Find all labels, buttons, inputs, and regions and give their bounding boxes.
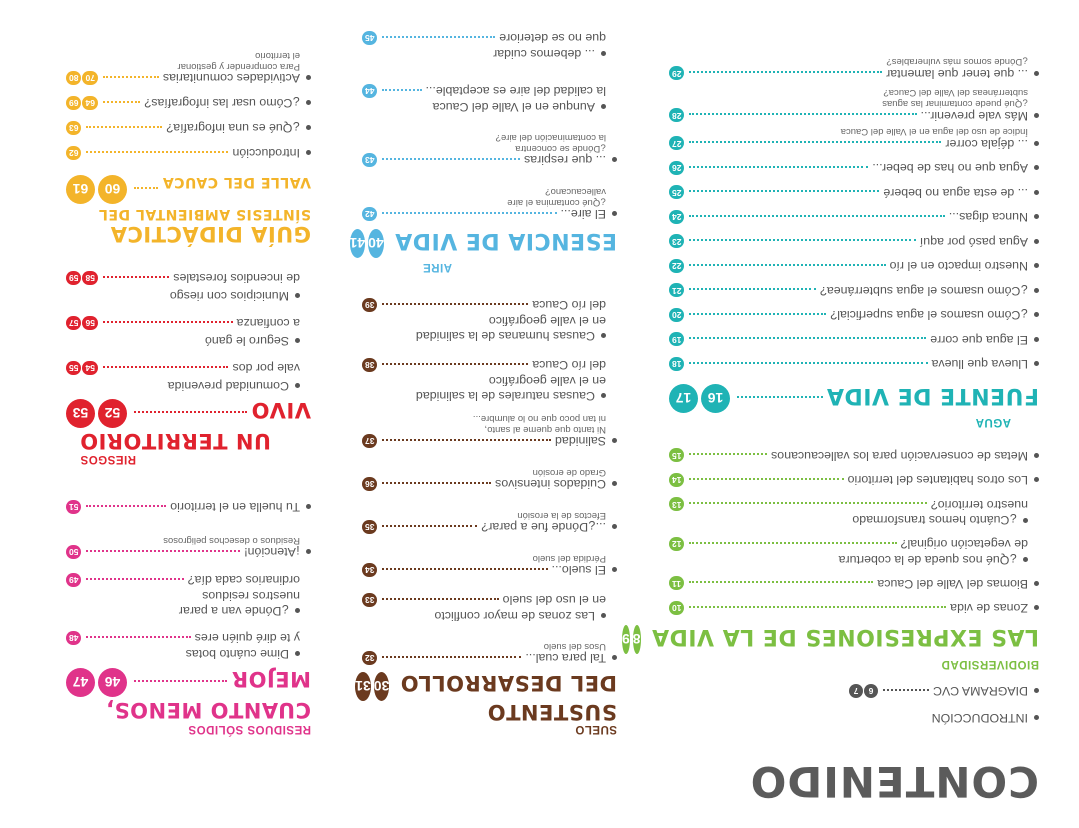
section-heading-label: GUÍA DIDÁCTICA <box>110 222 311 246</box>
page-number-badge[interactable]: 36 <box>362 477 377 491</box>
toc-entry-label: la calidad del aire es aceptable... <box>425 84 606 99</box>
toc-entry[interactable] <box>362 207 617 221</box>
toc-entry-label: El agua que corre <box>930 332 1028 347</box>
toc-entry-note: ¿Qué contamina el aire <box>507 197 606 208</box>
toc-entry-label: Más vale prevenir... <box>920 108 1028 123</box>
toc-entry[interactable] <box>362 31 617 45</box>
toc-entry-label: ... que tener que lamentar <box>886 66 1028 81</box>
bullet-icon <box>1023 557 1028 562</box>
page-number-badge[interactable]: 32 <box>362 651 377 665</box>
toc-entry-continuation: Las zonas de mayor conflicto <box>435 610 606 622</box>
dotted-leader <box>689 606 946 608</box>
toc-entry-label: El aire... <box>560 207 606 222</box>
bullet-icon <box>1034 689 1039 694</box>
dotted-leader <box>737 397 823 399</box>
bullet-icon <box>601 393 606 398</box>
dotted-leader <box>86 550 240 552</box>
toc-entry[interactable] <box>362 520 617 534</box>
toc-entry-label: ¡Atención! <box>244 545 300 560</box>
dotted-leader <box>382 158 520 160</box>
bullet-icon <box>295 651 300 656</box>
page-number-badge[interactable]: 29 <box>669 67 684 81</box>
toc-entry[interactable] <box>669 137 1039 151</box>
section-heading[interactable] <box>66 399 311 428</box>
page-number-badge[interactable]: 38 <box>362 358 377 372</box>
toc-entry-continuation: Comunidad prevenida <box>168 380 300 392</box>
toc-entry[interactable] <box>66 573 311 587</box>
section-heading-label: FUENTE DE VIDA <box>826 382 1039 408</box>
section-heading-label: CUANTO MENOS, <box>105 698 311 722</box>
toc-entry-label: ... que respiras <box>524 153 606 168</box>
page-number-badge[interactable]: 59 <box>66 271 81 285</box>
toc-entry-note: ni tan poco que no lo alumbre... <box>472 413 606 424</box>
toc-entry-label: del río Cauca <box>532 298 606 313</box>
section-heading[interactable] <box>66 668 311 697</box>
bullet-icon <box>1034 581 1039 586</box>
section-heading-label: MEJOR <box>231 666 311 691</box>
toc-entry-label: Nuestro impacto en el río <box>889 259 1028 274</box>
section-heading[interactable] <box>66 175 311 204</box>
section-heading-label: UN TERRITORIO <box>79 429 271 453</box>
bullet-icon <box>1034 606 1039 611</box>
dotted-leader <box>134 681 227 683</box>
toc-entry-continuation: en el valle geográfico <box>488 314 606 328</box>
section-heading-label: SÍNTESIS AMBIENTAL DEL <box>98 206 311 222</box>
toc-entry-label: Zonas de vida <box>950 601 1028 616</box>
page-number-circle[interactable]: 17 <box>669 384 698 413</box>
toc-entry[interactable] <box>669 109 1039 123</box>
dotted-leader <box>103 366 229 368</box>
toc-entry[interactable] <box>362 593 617 607</box>
toc-entry[interactable] <box>362 563 617 577</box>
toc-entry[interactable] <box>362 434 617 448</box>
toc-entry[interactable] <box>669 161 1039 175</box>
toc-entry-label: y te diré quién eres <box>194 631 300 646</box>
page-number-badge[interactable]: 14 <box>669 473 684 487</box>
toc-entry[interactable] <box>362 84 617 98</box>
toc-entry[interactable] <box>669 186 1039 200</box>
toc-entry-label: nuestro territorio? <box>930 497 1028 512</box>
toc-entry[interactable] <box>849 684 1039 698</box>
bullet-icon <box>306 126 311 131</box>
dotted-leader <box>103 101 140 103</box>
bullet-icon <box>1034 715 1039 720</box>
page-number-badge[interactable]: 50 <box>66 545 81 559</box>
toc-entry-label: en el uso del suelo <box>502 593 606 608</box>
toc-entry[interactable] <box>66 96 311 110</box>
dotted-leader <box>689 582 873 584</box>
page-number-badge[interactable]: 19 <box>669 333 684 347</box>
page-number-badge[interactable]: 15 <box>669 449 684 463</box>
dotted-leader <box>689 264 885 266</box>
page-number-badge[interactable]: 11 <box>669 577 684 591</box>
toc-entry-note: Ni tanto que queme al santo, <box>484 424 606 435</box>
dotted-leader <box>689 166 868 168</box>
toc-entry[interactable] <box>66 500 311 514</box>
dotted-leader <box>689 338 926 340</box>
page-number-badge[interactable]: 23 <box>669 235 684 249</box>
bullet-icon <box>1034 215 1039 220</box>
toc-entry-continuation: nuestros residuos <box>202 589 300 603</box>
page-number-circle[interactable]: 16 <box>701 384 730 413</box>
toc-entry-note: Índice de uso del agua en el Valle del Cauca <box>840 126 1028 138</box>
toc-entry-label: Los otros habitantes del territorio <box>847 473 1028 488</box>
page-number-badge[interactable]: 22 <box>669 259 684 273</box>
toc-entry[interactable] <box>66 271 311 285</box>
page-number-circle[interactable]: 41 <box>350 229 366 258</box>
section-category: RIESGOS <box>80 453 136 465</box>
dotted-leader <box>86 505 166 507</box>
toc-entry-label: ... de esta agua no beberé <box>883 185 1028 200</box>
toc-entry-note: Grado de erosión <box>532 467 606 478</box>
dotted-leader <box>382 36 495 38</box>
bullet-icon <box>1034 190 1039 195</box>
toc-entry[interactable] <box>669 449 1039 463</box>
toc-entry-note: Efectos de la erosión <box>517 510 606 521</box>
toc-entry-label: ¿Cuánto hemos transformado <box>852 514 1028 526</box>
dotted-leader <box>689 478 843 480</box>
toc-entry-label: Llueva que llueva <box>931 357 1028 372</box>
toc-entry: INTRODUCCIÓN <box>932 712 1039 724</box>
toc-entry-continuation: ¿Dónde van a parar <box>179 605 300 617</box>
toc-entry-label: que no se deteriore <box>499 31 606 46</box>
dotted-leader <box>103 321 233 323</box>
toc-entry[interactable] <box>362 651 617 665</box>
dotted-leader <box>134 188 158 190</box>
page-number-badge[interactable]: 20 <box>669 308 684 322</box>
dotted-leader <box>382 656 521 658</box>
toc-entry-label: a confianza <box>236 316 300 331</box>
page-number-badge[interactable]: 18 <box>669 357 684 371</box>
toc-entry-continuation: Seguro le ganó <box>205 335 300 347</box>
toc-entry-label: vale por dos <box>232 361 300 376</box>
bullet-icon <box>612 656 617 661</box>
toc-entry[interactable] <box>669 601 1039 615</box>
page-number-badge[interactable]: 44 <box>362 84 377 98</box>
dotted-leader <box>382 525 477 527</box>
toc-entry[interactable] <box>66 71 311 85</box>
section-category: AGUA <box>975 416 1011 428</box>
toc-entry-label: Metas de conservación para los vallecaucanos <box>771 448 1028 463</box>
dotted-leader <box>382 363 528 365</box>
toc-entry-label: Biomas del Valle del Cauca <box>877 576 1028 591</box>
toc-entry-label: ¿Cómo usamos el agua superficial? <box>830 308 1028 323</box>
page-number-badge[interactable]: 51 <box>66 500 81 514</box>
page-number-badge[interactable]: 28 <box>669 109 684 123</box>
page-number-circle[interactable]: 47 <box>66 668 95 697</box>
toc-entry-label: Tu huella en el territorio <box>170 500 300 515</box>
bullet-icon <box>1034 264 1039 269</box>
toc-entry-continuation: Dime cuánto botas <box>186 648 300 660</box>
page-number-badge[interactable]: 56 <box>82 316 97 330</box>
dotted-leader <box>689 454 767 456</box>
dotted-leader <box>382 89 421 91</box>
page-number-badge[interactable]: 70 <box>82 71 97 85</box>
page-number-badge[interactable]: 35 <box>362 520 377 534</box>
page-number-circle[interactable]: 46 <box>98 668 127 697</box>
dotted-leader <box>382 212 556 214</box>
toc-entry-label: Tal para cual... <box>525 651 606 666</box>
page-number-badge[interactable]: 55 <box>66 361 81 375</box>
toc-entry[interactable] <box>66 121 311 135</box>
toc-entry[interactable] <box>66 631 311 645</box>
page-number-badge[interactable]: 6 <box>864 684 878 698</box>
toc-entry[interactable] <box>669 210 1039 224</box>
toc-entry-continuation: Municipios con riesgo <box>170 290 300 302</box>
toc-entry-continuation: en el valle geográfico <box>488 374 606 388</box>
toc-entry[interactable] <box>66 316 311 330</box>
toc-entry-label: de incendios forestales <box>173 271 300 286</box>
dotted-leader <box>689 191 879 193</box>
dotted-leader <box>689 362 927 364</box>
section-heading-label: SUSTENTO <box>487 700 617 724</box>
section-category: RESIDUOS SÓLIDOS <box>187 723 311 735</box>
dotted-leader <box>86 578 183 580</box>
page-number-badge[interactable]: 10 <box>669 601 684 615</box>
page-number-circle[interactable]: 31 <box>355 672 371 701</box>
toc-entry-note: la contaminación del aire? <box>495 132 606 143</box>
toc-entry[interactable] <box>66 146 311 160</box>
section-heading[interactable] <box>621 623 1039 654</box>
section-category: AIRE <box>422 261 452 273</box>
toc-entry[interactable] <box>362 298 617 312</box>
toc-entry-label: Actividades comunitarias <box>162 71 300 86</box>
toc-entry-label: Introducción <box>232 146 300 161</box>
section-category: BIODIVERSIDAD <box>941 658 1039 670</box>
toc-entry-label: del río Cauca <box>532 358 606 373</box>
bullet-icon <box>1034 362 1039 367</box>
toc-entry[interactable] <box>669 357 1039 371</box>
page-number-badge[interactable]: 43 <box>362 153 377 167</box>
toc-entry-note: ¿Qué puede contaminar las aguas <box>882 98 1028 110</box>
dotted-leader <box>689 215 944 217</box>
bullet-icon <box>306 76 311 81</box>
section-heading-label: ESENCIA DE VIDA <box>394 227 617 253</box>
bullet-icon <box>601 333 606 338</box>
toc-entry-continuation: ... debemos cuidar <box>493 48 606 60</box>
bullet-icon <box>295 293 300 298</box>
bullet-icon <box>306 151 311 156</box>
bullet-icon <box>306 505 311 510</box>
toc-entry-label: ¿Qué nos queda de la cobertura <box>839 554 1028 566</box>
section-heading[interactable] <box>669 384 1039 413</box>
bullet-icon <box>295 338 300 343</box>
bullet-icon <box>612 212 617 217</box>
toc-entry-label: Nunca digas... <box>948 210 1028 225</box>
toc-entry-note: ¿Dónde se concentra <box>515 143 606 154</box>
toc-entry-continuation: Causas naturales de la salinidad <box>416 390 606 402</box>
dotted-leader <box>86 636 190 638</box>
dotted-leader <box>382 303 528 305</box>
bullet-icon <box>612 568 617 573</box>
page-number-circle[interactable]: 53 <box>66 399 95 428</box>
bullet-icon <box>612 158 617 163</box>
page-number-badge[interactable]: 69 <box>66 96 81 110</box>
page-number-badge[interactable]: 26 <box>669 161 684 175</box>
page-number-badge[interactable]: 64 <box>82 96 97 110</box>
toc-entry-label: Agua que no has de beber... <box>872 161 1028 176</box>
toc-entry[interactable] <box>669 308 1039 322</box>
page-number-badge[interactable]: 57 <box>66 316 81 330</box>
toc-entry[interactable] <box>669 284 1039 298</box>
toc-entry-label: ¿Cómo usar las infografías? <box>144 96 300 111</box>
bullet-icon <box>612 525 617 530</box>
toc-entry-label: Cuidados intensivos <box>495 477 606 492</box>
bullet-icon <box>295 383 300 388</box>
bullet-icon <box>612 482 617 487</box>
toc-entry[interactable] <box>669 67 1039 81</box>
bullet-icon <box>1023 518 1028 523</box>
dotted-leader <box>689 240 915 242</box>
page-number-circle[interactable]: 30 <box>374 672 390 701</box>
toc-entry[interactable] <box>362 358 617 372</box>
dotted-leader <box>689 72 882 74</box>
page-number-badge[interactable]: 39 <box>362 298 377 312</box>
page-number-badge[interactable]: 48 <box>66 631 81 645</box>
bullet-icon <box>601 613 606 618</box>
toc-entry[interactable] <box>669 577 1039 591</box>
bullet-icon <box>1034 337 1039 342</box>
page-number-circle[interactable]: 61 <box>66 175 95 204</box>
page-number-circle[interactable]: 60 <box>98 175 127 204</box>
toc-entry[interactable] <box>669 473 1039 487</box>
page-number-badge[interactable]: 12 <box>669 537 684 551</box>
toc-entry-note: ¿Dónde somos más vulnerables? <box>886 56 1028 68</box>
section-heading-label: VIVO <box>251 397 311 422</box>
page-number-badge[interactable]: 33 <box>362 593 377 607</box>
toc-entry-continuation: Causas humanas de la salinidad <box>416 330 606 342</box>
toc-entry-note: el territorio <box>255 50 300 61</box>
dotted-leader <box>86 126 162 128</box>
dotted-leader <box>382 439 551 441</box>
bullet-icon <box>1034 453 1039 458</box>
toc-entry-label: ¿Qué es una infografía? <box>166 121 300 136</box>
toc-entry-label: ordinarios cada día? <box>187 573 300 588</box>
toc-entry-label: Agua pasó por aquí <box>919 234 1028 249</box>
toc-entry-label: ... déjala correr <box>945 136 1028 151</box>
bullet-icon <box>295 608 300 613</box>
toc-entry[interactable] <box>362 153 617 167</box>
bullet-icon <box>1034 166 1039 171</box>
bullet-icon <box>1034 478 1039 483</box>
page-number-badge[interactable]: 45 <box>362 31 377 45</box>
toc-entry-note: Pérdida del suelo <box>532 553 606 564</box>
toc-entry-note: vallecaucano? <box>545 186 606 197</box>
page-number-badge[interactable]: 54 <box>82 361 97 375</box>
toc-entry-note: subterráneas del Valle del Cauca? <box>883 87 1028 99</box>
page-number-circle[interactable]: 9 <box>622 625 630 654</box>
section-heading[interactable] <box>349 227 617 258</box>
page-number-badge[interactable]: 42 <box>362 207 377 221</box>
toc-entry[interactable] <box>66 361 311 375</box>
dotted-leader <box>382 482 491 484</box>
toc-entry-note: Para comprender y gestionar <box>177 61 300 72</box>
page-number-badge[interactable]: 25 <box>669 186 684 200</box>
dotted-leader <box>103 276 169 278</box>
dotted-leader <box>689 142 941 144</box>
toc-entry[interactable] <box>669 537 1039 551</box>
page-number-badge[interactable]: 63 <box>66 121 81 135</box>
bullet-icon <box>1034 239 1039 244</box>
page-number-circle[interactable]: 8 <box>633 625 641 654</box>
dotted-leader <box>883 689 929 691</box>
toc-entry-label: de vegetación original? <box>900 537 1028 552</box>
dotted-leader <box>382 598 498 600</box>
bullet-icon <box>1034 141 1039 146</box>
page-number-circle[interactable]: 52 <box>98 399 127 428</box>
toc-entry-label: ...¿Dónde fue a parar? <box>481 520 606 535</box>
page-number-badge[interactable]: 34 <box>362 563 377 577</box>
toc-entry-label: ¿Cómo usamos el agua subterránea? <box>819 283 1028 298</box>
dotted-leader <box>382 568 547 570</box>
page-number-badge[interactable]: 24 <box>669 210 684 224</box>
section-heading-label: LAS EXPRESIONES DE LA VIDA <box>651 623 1039 649</box>
toc-entry[interactable] <box>669 235 1039 249</box>
page-number-badge[interactable]: 13 <box>669 498 684 512</box>
section-heading-label: DEL DESARROLLO <box>400 670 617 695</box>
dotted-leader <box>103 76 159 78</box>
bullet-icon <box>306 550 311 555</box>
page-number-badge[interactable]: 27 <box>669 137 684 151</box>
section-heading-label: VALLE DEL CAUCA <box>162 174 311 191</box>
page-number-badge[interactable]: 7 <box>849 684 863 698</box>
page-title: CONTENIDO <box>749 757 1039 806</box>
toc-entry-note: Usos del suelo <box>543 641 606 652</box>
bullet-icon <box>601 51 606 56</box>
page-number-badge[interactable]: 21 <box>669 284 684 298</box>
page-number-badge[interactable]: 80 <box>66 71 81 85</box>
page-number-circle[interactable]: 40 <box>368 229 384 258</box>
dotted-leader <box>689 542 896 544</box>
toc-entry[interactable] <box>669 259 1039 273</box>
toc-entry-label: Salinidad <box>555 434 606 449</box>
toc-entry[interactable] <box>669 498 1039 512</box>
toc-entry-label: El suelo... <box>551 563 606 578</box>
toc-entry-continuation: Aunque en el Valle del Cauca <box>433 101 606 113</box>
dotted-leader <box>86 151 228 153</box>
page-number-badge[interactable]: 49 <box>66 573 81 587</box>
toc-entry-label: DIAGRAMA CVC <box>932 684 1028 699</box>
section-category: SUELO <box>574 723 617 735</box>
bullet-icon <box>1034 113 1039 118</box>
section-heading[interactable] <box>355 670 617 701</box>
page-number-badge[interactable]: 37 <box>362 434 377 448</box>
bullet-icon <box>1034 313 1039 318</box>
bullet-icon <box>601 104 606 109</box>
page-number-badge[interactable]: 62 <box>66 146 81 160</box>
page-number-badge[interactable]: 58 <box>82 271 97 285</box>
toc-entry[interactable] <box>669 333 1039 347</box>
dotted-leader <box>689 313 826 315</box>
toc-entry[interactable] <box>66 545 311 559</box>
dotted-leader <box>689 503 926 505</box>
bullet-icon <box>1034 288 1039 293</box>
toc-entry-note: Residuos o desechos peligrosos <box>163 535 300 546</box>
dotted-leader <box>689 114 916 116</box>
bullet-icon <box>1034 71 1039 76</box>
toc-entry[interactable] <box>362 477 617 491</box>
dotted-leader <box>689 289 816 291</box>
bullet-icon <box>612 439 617 444</box>
dotted-leader <box>134 412 247 414</box>
bullet-icon <box>306 101 311 106</box>
